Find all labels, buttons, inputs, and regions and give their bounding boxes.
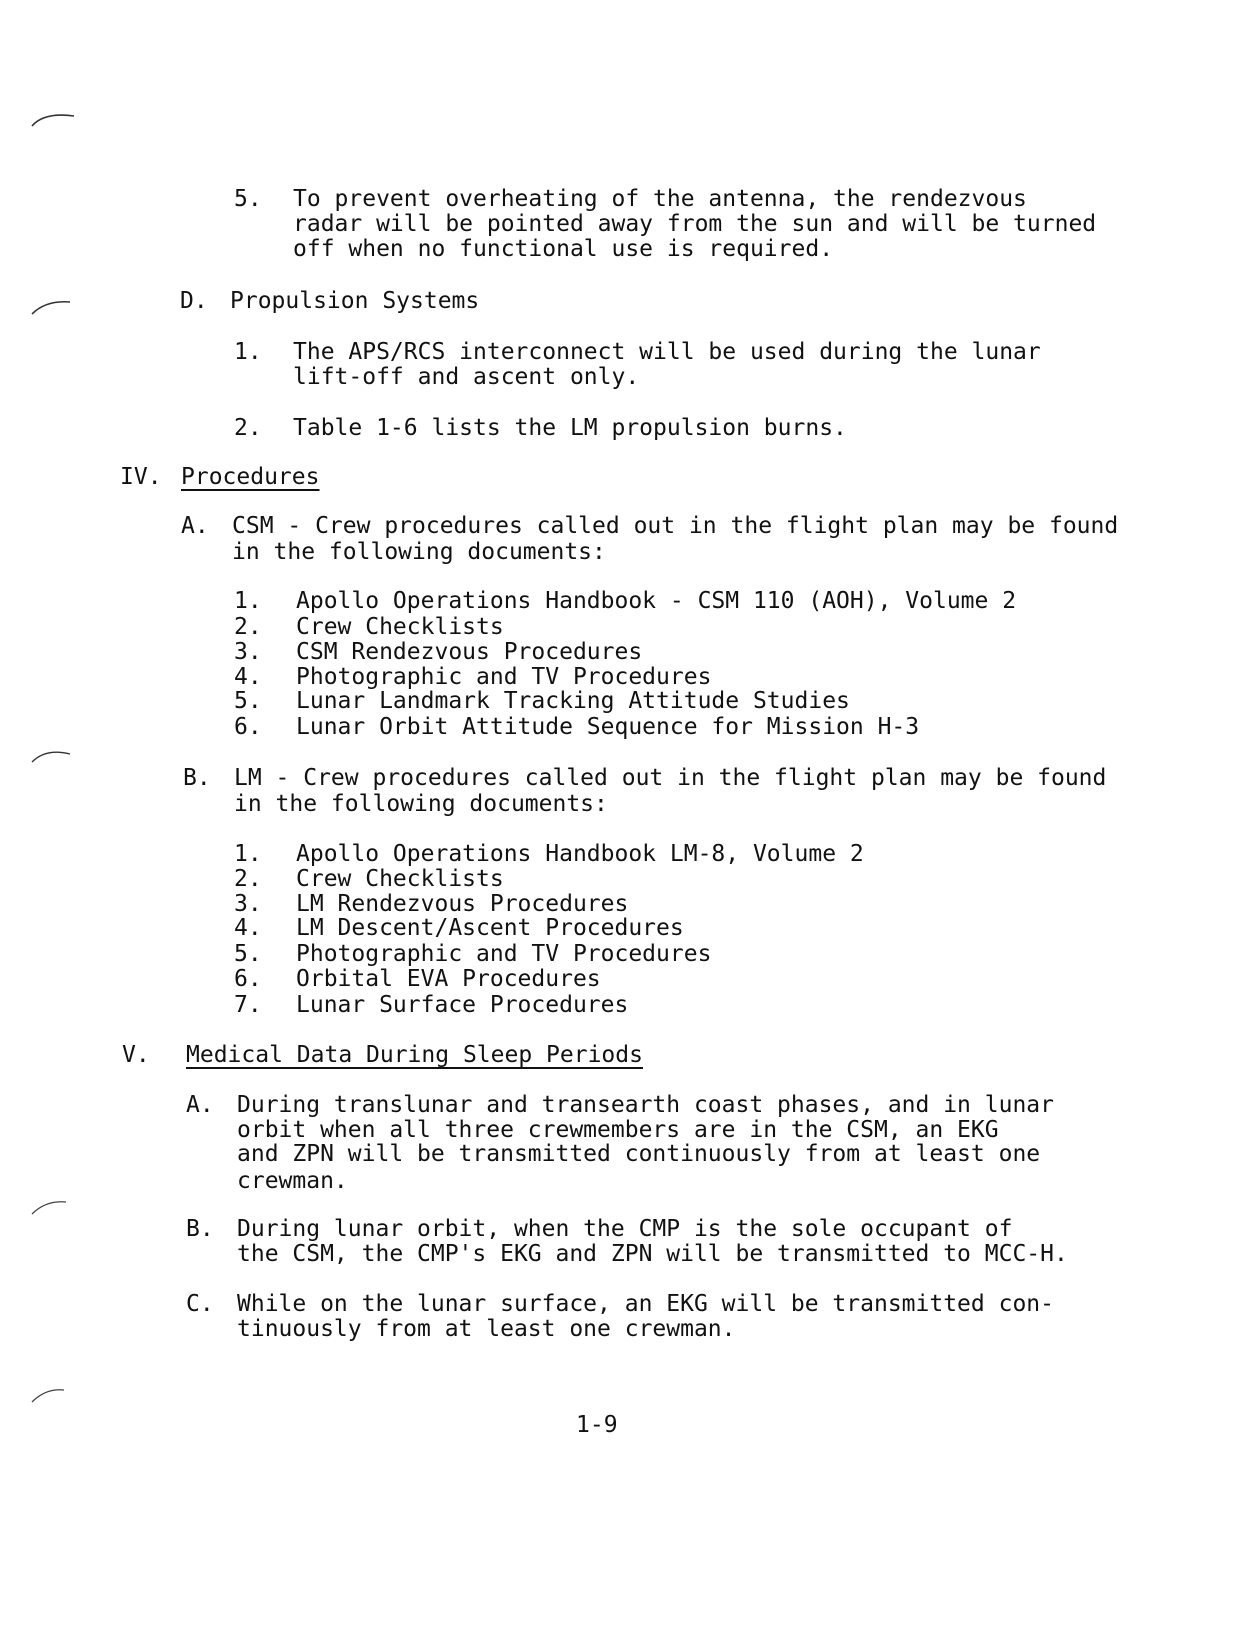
binder-hole-mark bbox=[30, 1196, 78, 1218]
item-text: Photographic and TV Procedures bbox=[296, 664, 712, 690]
item-text: LM Rendezvous Procedures bbox=[296, 891, 629, 917]
item-number: 2. bbox=[234, 614, 262, 640]
subsection-text-line: LM - Crew procedures called out in the flight plan may be found bbox=[234, 765, 1107, 791]
item-text-line: lift-off and ascent only. bbox=[293, 364, 640, 390]
subsection-letter: A. bbox=[181, 513, 209, 539]
section-heading: Procedures bbox=[181, 464, 320, 490]
subsection-text-line: in the following documents: bbox=[234, 791, 608, 817]
binder-hole-mark bbox=[30, 1384, 78, 1406]
item-text-line: The APS/RCS interconnect will be used during the lunar bbox=[293, 339, 1041, 365]
item-number: 6. bbox=[234, 966, 262, 992]
item-number: 1. bbox=[234, 588, 262, 614]
item-text: Apollo Operations Handbook - CSM 110 (AOH), Volume 2 bbox=[296, 588, 1017, 614]
section-heading: Medical Data During Sleep Periods bbox=[186, 1042, 643, 1068]
subsection-text-line: and ZPN will be transmitted continuously from at least one bbox=[237, 1141, 1041, 1167]
item-number: 3. bbox=[234, 891, 262, 917]
item-number: 2. bbox=[234, 415, 262, 441]
subsection-text-line: crewman. bbox=[237, 1168, 348, 1194]
subsection-text-line: While on the lunar surface, an EKG will be transmitted con- bbox=[237, 1291, 1054, 1317]
item-text: Apollo Operations Handbook LM-8, Volume 2 bbox=[296, 841, 864, 867]
list-item bbox=[234, 415, 1134, 441]
binder-hole-mark bbox=[30, 296, 78, 318]
item-text: Crew Checklists bbox=[296, 866, 504, 892]
item-text: Orbital EVA Procedures bbox=[296, 966, 601, 992]
subsection-text-line: orbit when all three crewmembers are in the CSM, an EKG bbox=[237, 1117, 999, 1143]
csm-document-list bbox=[234, 588, 1134, 748]
lm-document-list bbox=[234, 841, 1134, 1021]
subsection-text-line: the CSM, the CMP's EKG and ZPN will be transmitted to MCC-H. bbox=[237, 1241, 1068, 1267]
item-text-line: To prevent overheating of the antenna, the rendezvous bbox=[293, 186, 1027, 212]
subsection-letter: C. bbox=[186, 1291, 214, 1317]
item-text: Lunar Landmark Tracking Attitude Studies bbox=[296, 688, 850, 714]
binder-hole-mark bbox=[30, 744, 78, 766]
radar-item bbox=[234, 186, 1134, 266]
item-number: 2. bbox=[234, 866, 262, 892]
section-letter: D. bbox=[180, 288, 208, 314]
item-text-line: off when no functional use is required. bbox=[293, 236, 834, 262]
binder-hole-mark bbox=[30, 108, 78, 130]
item-text: Photographic and TV Procedures bbox=[296, 941, 712, 967]
item-number: 3. bbox=[234, 639, 262, 665]
item-number: 6. bbox=[234, 714, 262, 740]
item-text-line: radar will be pointed away from the sun and will be turned bbox=[293, 211, 1097, 237]
item-text: CSM Rendezvous Procedures bbox=[296, 639, 643, 665]
item-number: 5. bbox=[234, 186, 262, 212]
subsection-text-line: During translunar and transearth coast phases, and in lunar bbox=[237, 1092, 1054, 1118]
section-numeral: V. bbox=[122, 1042, 150, 1068]
subsection-text-line: tinuously from at least one crewman. bbox=[237, 1316, 736, 1342]
page-number: 1-9 bbox=[576, 1412, 618, 1438]
item-text: Lunar Orbit Attitude Sequence for Mission H-3 bbox=[296, 714, 920, 740]
subsection-text-line: During lunar orbit, when the CMP is the sole occupant of bbox=[237, 1216, 1013, 1242]
section-title: Propulsion Systems bbox=[230, 288, 480, 314]
item-number: 4. bbox=[234, 915, 262, 941]
item-text-line: Table 1-6 lists the LM propulsion burns. bbox=[293, 415, 847, 441]
list-item bbox=[234, 339, 1134, 391]
item-number: 1. bbox=[234, 841, 262, 867]
subsection-letter: B. bbox=[183, 765, 211, 791]
item-number: 1. bbox=[234, 339, 262, 365]
item-text: Crew Checklists bbox=[296, 614, 504, 640]
item-text: LM Descent/Ascent Procedures bbox=[296, 915, 684, 941]
item-number: 5. bbox=[234, 941, 262, 967]
subsection-text-line: CSM - Crew procedures called out in the flight plan may be found bbox=[232, 513, 1119, 539]
subsection-text-line: in the following documents: bbox=[232, 539, 606, 565]
item-number: 5. bbox=[234, 688, 262, 714]
section-numeral: IV. bbox=[120, 464, 162, 490]
item-text: Lunar Surface Procedures bbox=[296, 992, 629, 1018]
item-number: 7. bbox=[234, 992, 262, 1018]
subsection-letter: A. bbox=[186, 1092, 214, 1118]
item-number: 4. bbox=[234, 664, 262, 690]
subsection-letter: B. bbox=[186, 1216, 214, 1242]
